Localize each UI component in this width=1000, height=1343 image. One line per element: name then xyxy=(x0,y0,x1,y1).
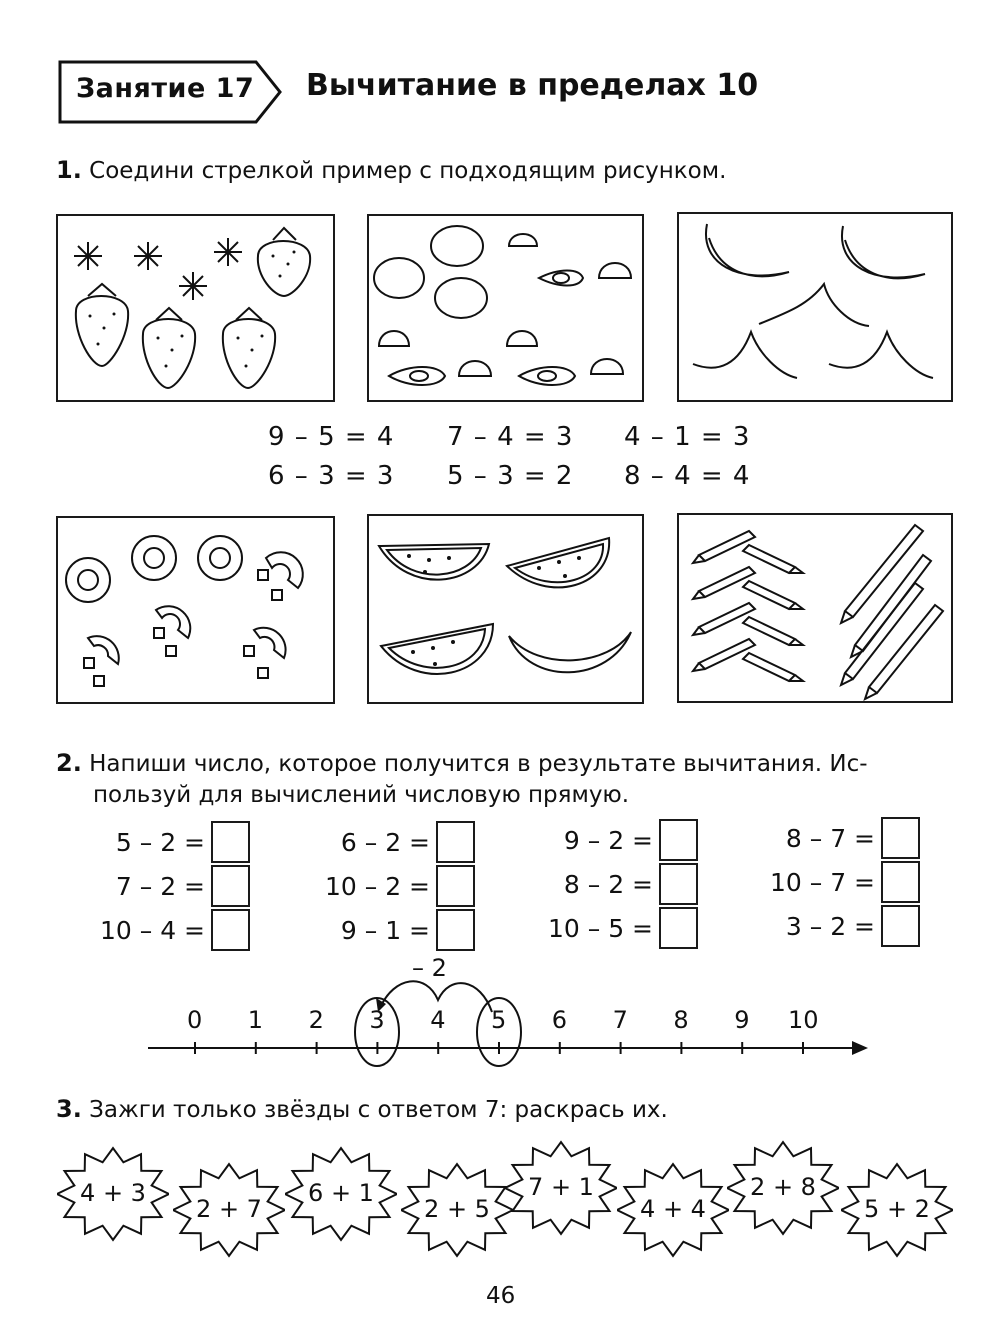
answer-box[interactable] xyxy=(881,817,920,859)
exercise-column-3 xyxy=(508,818,698,950)
exercise-text: 10 – 4 = xyxy=(99,915,205,945)
answer-box[interactable] xyxy=(881,861,920,903)
exercise-text: 10 – 2 = xyxy=(324,871,430,901)
lesson-label: Занятие 17 xyxy=(76,73,255,104)
answer-box[interactable] xyxy=(659,907,698,949)
number-line-label: 8 xyxy=(673,1006,689,1034)
lesson-tag xyxy=(58,60,283,124)
exercise-row xyxy=(730,860,920,904)
star-expression: 4 + 3 xyxy=(80,1179,146,1207)
task3-number: 3. xyxy=(56,1095,82,1123)
exercise-text: 9 – 2 = xyxy=(563,825,653,855)
star-expression: 7 + 1 xyxy=(528,1173,594,1201)
task2-text-line2: пользуй для вычислений числовую прямую. xyxy=(93,782,630,808)
equation: 8 – 4 = 4 xyxy=(624,461,751,491)
strawberry-icon xyxy=(58,216,333,400)
exercise-row xyxy=(508,862,698,906)
banana-icon xyxy=(679,214,951,400)
picture-pencils[interactable] xyxy=(677,513,953,703)
number-line-label: 9 xyxy=(734,1006,750,1034)
answer-box[interactable] xyxy=(659,819,698,861)
number-line-label: 0 xyxy=(187,1006,203,1034)
number-line-label: 2 xyxy=(308,1006,324,1034)
stars-row xyxy=(55,1138,955,1268)
exercise-row xyxy=(285,908,475,952)
star[interactable] xyxy=(617,1160,729,1260)
answer-box[interactable] xyxy=(436,821,475,863)
exercise-text: 5 – 2 = xyxy=(115,827,205,857)
exercise-text: 3 – 2 = xyxy=(785,911,875,941)
exercise-text: 7 – 2 = xyxy=(115,871,205,901)
star[interactable] xyxy=(57,1144,169,1244)
answer-box[interactable] xyxy=(659,863,698,905)
star[interactable] xyxy=(401,1160,513,1260)
task1-instruction xyxy=(56,155,726,187)
picture-eggs[interactable] xyxy=(367,214,644,402)
page-title: Вычитание в пределах 10 xyxy=(306,68,759,103)
star-expression: 4 + 4 xyxy=(640,1195,706,1223)
exercise-row xyxy=(730,816,920,860)
exercise-row xyxy=(285,864,475,908)
answer-box[interactable] xyxy=(436,865,475,907)
exercise-row xyxy=(730,904,920,948)
exercise-row xyxy=(60,820,250,864)
equation: 4 – 1 = 3 xyxy=(624,422,751,452)
exercise-column-4 xyxy=(730,816,920,948)
number-line-label: 10 xyxy=(788,1006,819,1034)
number-line-label: 7 xyxy=(612,1006,628,1034)
answer-box[interactable] xyxy=(211,909,250,951)
star-expression: 2 + 8 xyxy=(750,1173,816,1201)
star-expression: 2 + 5 xyxy=(424,1195,490,1223)
number-line xyxy=(140,950,880,1085)
exercise-text: 6 – 2 = xyxy=(340,827,430,857)
star-expression: 2 + 7 xyxy=(196,1195,262,1223)
exercise-text: 8 – 7 = xyxy=(785,823,875,853)
number-line-label: 6 xyxy=(551,1006,568,1034)
answer-box[interactable] xyxy=(881,905,920,947)
page-number: 46 xyxy=(486,1283,516,1309)
star-expression: 6 + 1 xyxy=(308,1179,374,1207)
picture-bananas[interactable] xyxy=(677,212,953,402)
exercise-row xyxy=(508,906,698,950)
equation: 5 – 3 = 2 xyxy=(447,461,574,491)
task2-instruction xyxy=(56,748,956,811)
egg-icon xyxy=(369,216,642,400)
exercise-text: 9 – 1 = xyxy=(340,915,430,945)
answer-box[interactable] xyxy=(211,865,250,907)
star[interactable] xyxy=(173,1160,285,1260)
picture-watermelons[interactable] xyxy=(367,514,644,704)
exercise-text: 10 – 7 = xyxy=(769,867,875,897)
number-line-label: 1 xyxy=(247,1006,264,1034)
bagel-icon xyxy=(58,518,333,702)
number-line-label: 5 xyxy=(491,1006,507,1034)
star[interactable] xyxy=(505,1138,617,1238)
task2-number: 2. xyxy=(56,749,82,777)
star-expression: 5 + 2 xyxy=(864,1195,930,1223)
exercise-column-2 xyxy=(285,820,475,952)
exercise-text: 8 – 2 = xyxy=(563,869,653,899)
picture-bagels[interactable] xyxy=(56,516,335,704)
answer-box[interactable] xyxy=(436,909,475,951)
task2-text-line1: Напиши число, которое получится в результате вычитания. Ис- xyxy=(89,751,868,777)
task3-text: Зажги только звёзды с ответом 7: раскрась их. xyxy=(89,1097,668,1123)
exercise-column-1 xyxy=(60,820,250,952)
picture-strawberries[interactable] xyxy=(56,214,335,402)
exercise-text: 10 – 5 = xyxy=(547,913,653,943)
exercise-row xyxy=(508,818,698,862)
exercise-row xyxy=(285,820,475,864)
pencil-icon xyxy=(679,515,951,701)
task1-number: 1. xyxy=(56,156,82,184)
equation: 7 – 4 = 3 xyxy=(447,422,574,452)
watermelon-icon xyxy=(369,516,642,702)
task1-text: Соедини стрелкой пример с подходящим рисунком. xyxy=(89,158,727,184)
number-line-label: 4 xyxy=(430,1006,446,1034)
exercise-row xyxy=(60,908,250,952)
star[interactable] xyxy=(841,1160,953,1260)
star[interactable] xyxy=(285,1144,397,1244)
answer-box[interactable] xyxy=(211,821,250,863)
exercise-row xyxy=(60,864,250,908)
equation: 9 – 5 = 4 xyxy=(268,422,395,452)
number-line-label: 3 xyxy=(369,1006,385,1034)
equation: 6 – 3 = 3 xyxy=(268,461,395,491)
task3-instruction xyxy=(56,1094,668,1126)
jump-label: – 2 xyxy=(412,954,447,982)
star[interactable] xyxy=(727,1138,839,1238)
